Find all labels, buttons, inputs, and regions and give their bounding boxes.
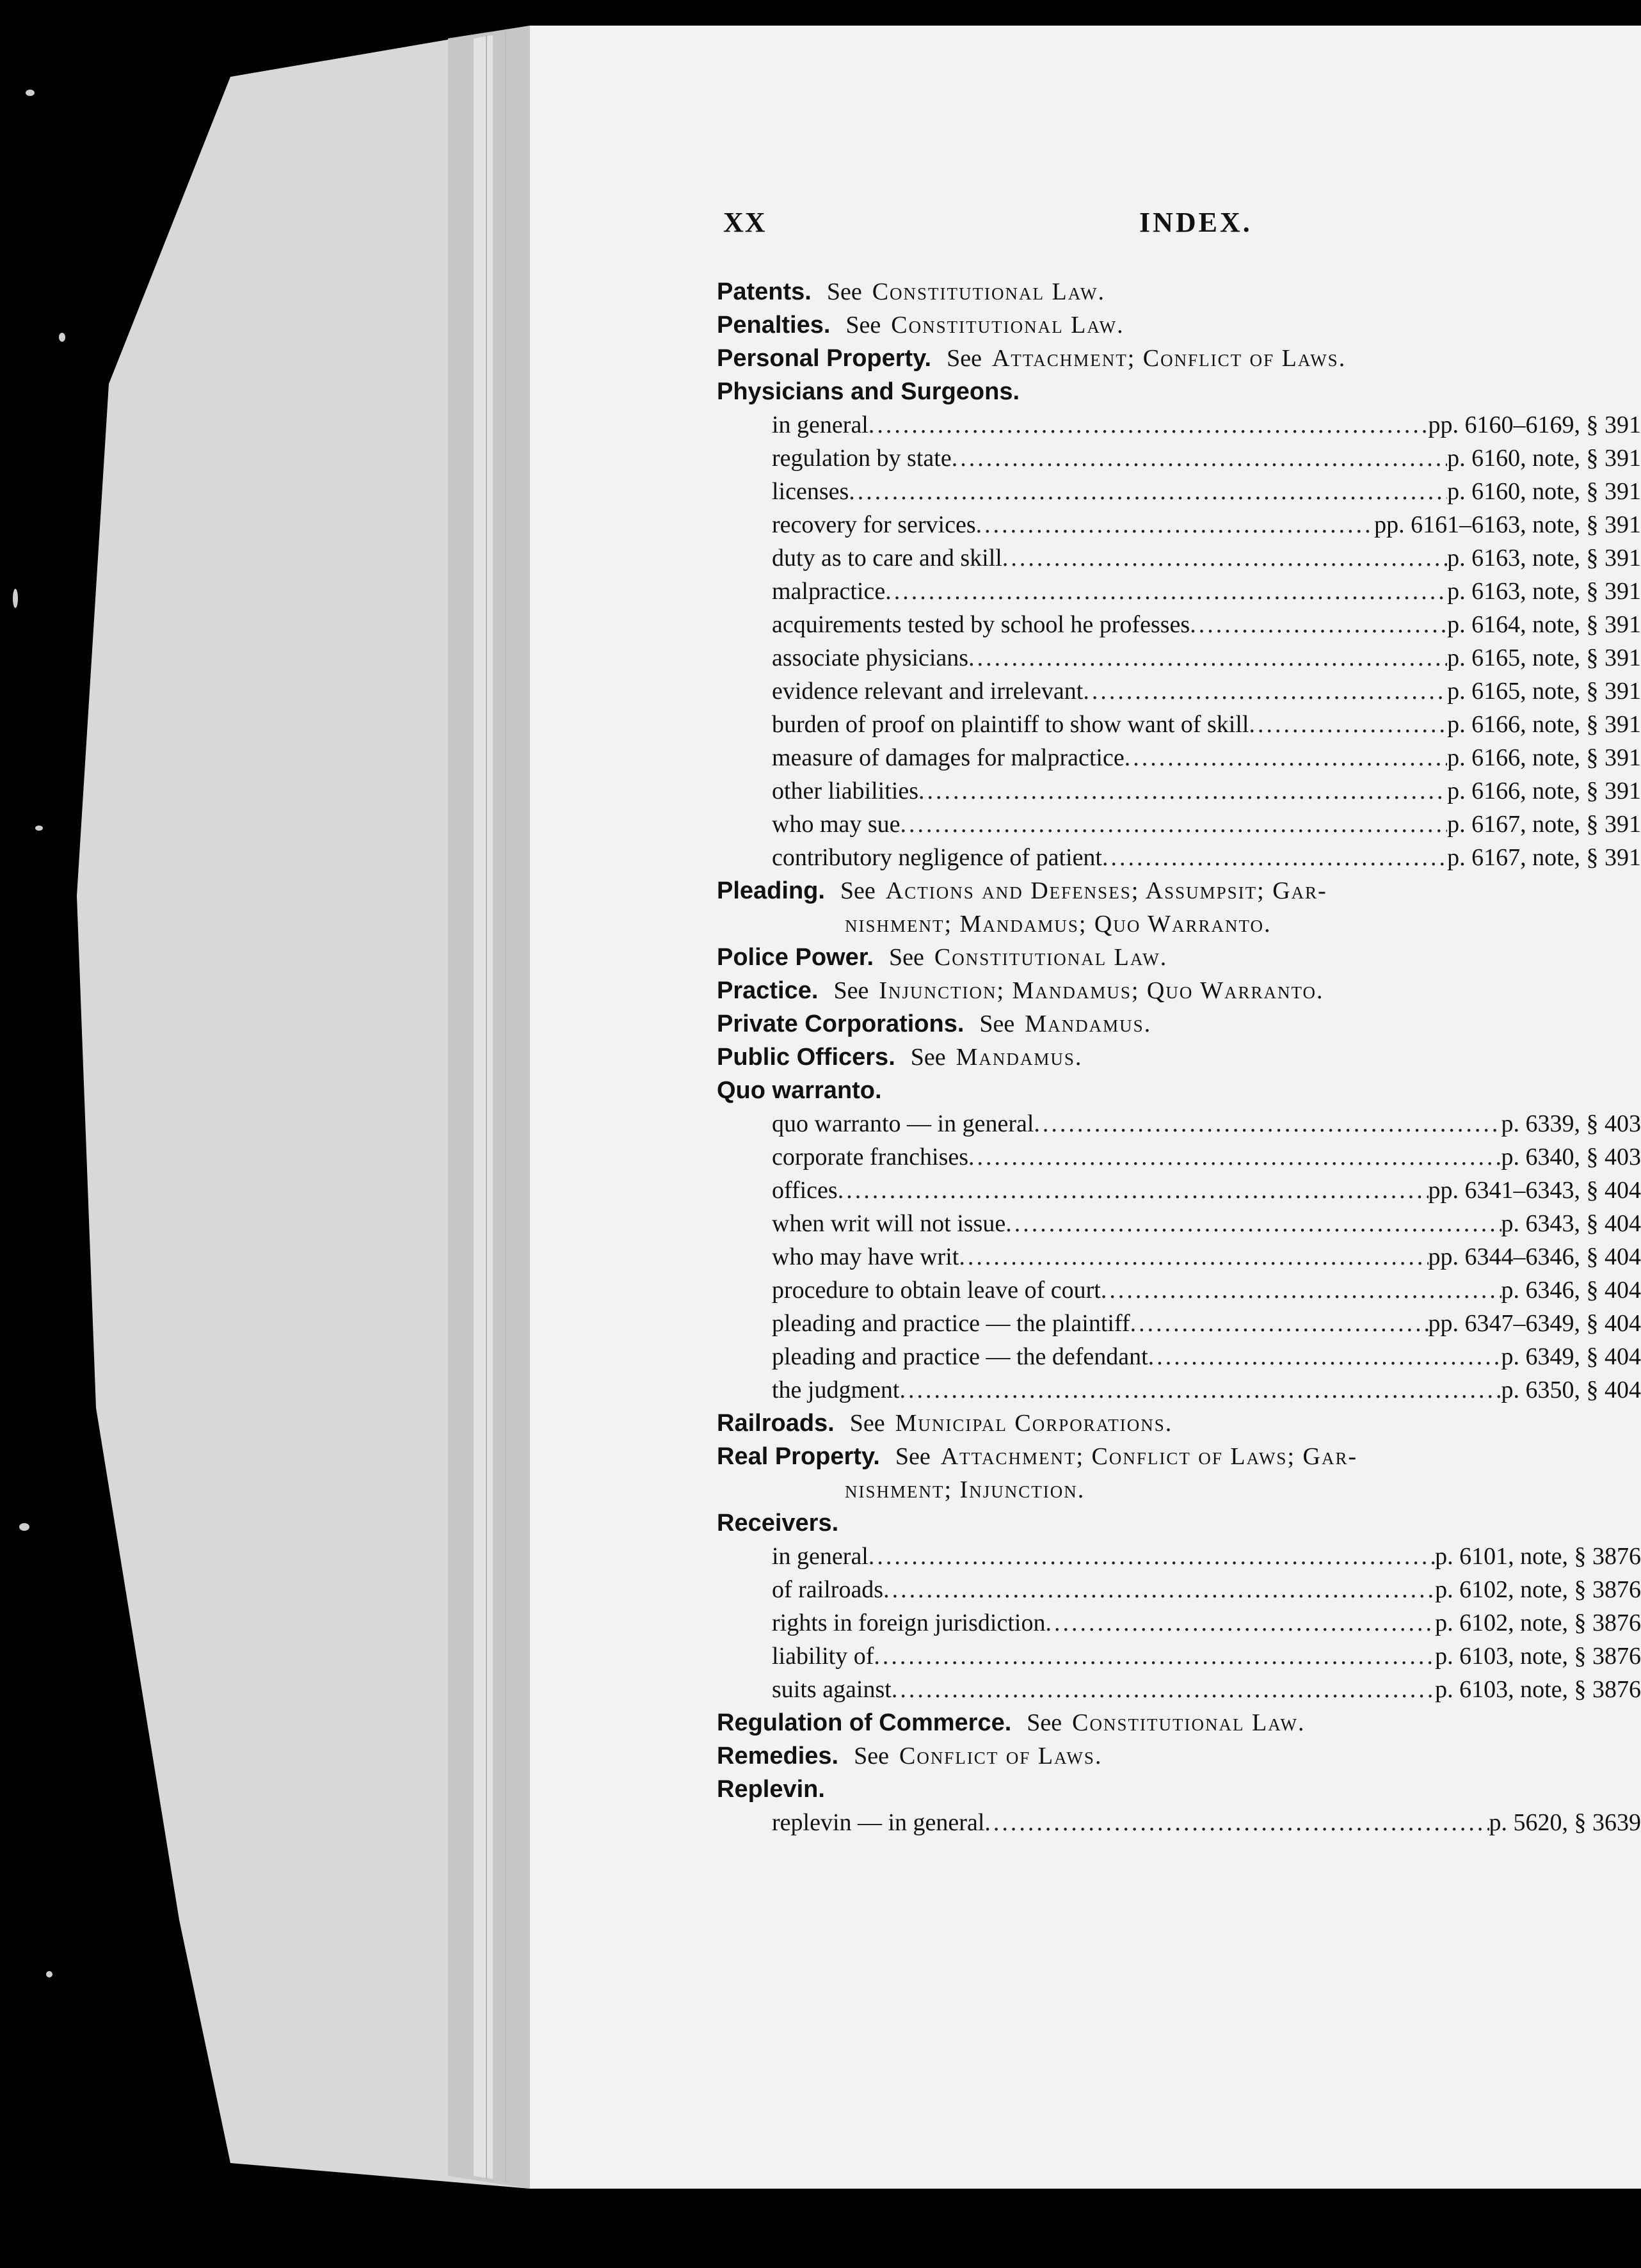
page-reference: p. 6339, § 403	[1501, 1110, 1641, 1137]
dot-leader	[984, 1806, 1489, 1839]
index-heading-entry	[717, 1773, 1641, 1806]
index-subentry	[717, 475, 1641, 508]
subentry-label: recovery for services	[772, 511, 976, 538]
index-heading-entry	[717, 941, 1641, 974]
cross-reference: nishment; Mandamus; Quo Warranto.	[845, 911, 1272, 938]
index-subentry	[717, 675, 1641, 708]
index-subentry	[717, 1240, 1641, 1274]
cross-reference: Conflict of Laws.	[899, 1743, 1103, 1769]
index-heading-entry	[717, 1007, 1641, 1041]
index-heading-entry	[717, 974, 1641, 1007]
index-heading-entry	[717, 1440, 1641, 1473]
page-reference: p. 6160, note, § 391	[1447, 445, 1641, 472]
page-reference: p. 6164, note, § 391	[1447, 611, 1641, 638]
index-heading-entry	[717, 342, 1641, 375]
dot-leader	[1083, 675, 1447, 708]
see-label: See	[826, 278, 862, 305]
dot-leader	[874, 1640, 1435, 1673]
page-reference: pp. 6160–6169, § 391	[1428, 411, 1641, 438]
index-subentry	[717, 1207, 1641, 1240]
subentry-label: licenses	[772, 478, 849, 505]
dot-leader	[918, 774, 1447, 808]
cross-reference: Constitutional Law.	[934, 944, 1168, 971]
page-title: INDEX.	[1139, 207, 1253, 238]
entry-term: Personal Property.	[717, 345, 932, 372]
index-subentry	[717, 641, 1641, 675]
dot-leader	[976, 508, 1374, 541]
page-reference: p. 6163, note, § 391	[1447, 578, 1641, 605]
subentry-label: corporate franchises	[772, 1144, 969, 1170]
cross-reference-continuation	[717, 907, 1641, 941]
page-reference: p. 6349, § 404	[1501, 1343, 1641, 1370]
page-reference: p. 6167, note, § 391	[1447, 811, 1641, 838]
entry-term: Receivers.	[717, 1510, 839, 1537]
index-heading-entry	[717, 1739, 1641, 1773]
index-subentry	[717, 1340, 1641, 1373]
entry-term: Railroads.	[717, 1410, 835, 1437]
subentry-label: offices	[772, 1177, 838, 1204]
entry-term: Physicians and Surgeons.	[717, 378, 1020, 405]
dot-leader	[1005, 1207, 1501, 1240]
dot-leader	[959, 1240, 1428, 1274]
index-subentry	[717, 808, 1641, 841]
index-subentry	[717, 1274, 1641, 1307]
scan-speck	[35, 826, 43, 831]
entry-term: Quo warranto.	[717, 1077, 882, 1104]
page-reference: p. 6166, note, § 391	[1447, 744, 1641, 771]
cross-reference: Constitutional Law.	[891, 312, 1125, 339]
page-reference: p. 6102, note, § 3876	[1435, 1609, 1641, 1636]
subentry-label: contributory negligence of patient	[772, 844, 1102, 871]
subentry-label: who may have writ	[772, 1243, 959, 1270]
see-label: See	[840, 877, 876, 904]
index-subentry	[717, 1606, 1641, 1640]
index-heading-entry	[717, 1074, 1641, 1107]
index-subentry	[717, 575, 1641, 608]
index-entries	[717, 275, 1641, 1839]
see-label: See	[833, 977, 869, 1004]
cross-reference: Constitutional Law.	[1072, 1709, 1306, 1736]
dot-leader	[1249, 708, 1447, 741]
dot-leader	[1130, 1307, 1429, 1340]
index-subentry	[717, 841, 1641, 874]
cross-reference: Attachment; Conflict of Laws.	[991, 345, 1347, 372]
page-reference: p. 5620, § 3639	[1489, 1809, 1641, 1836]
cross-reference: Constitutional Law.	[872, 278, 1106, 305]
subentry-label: when writ will not issue	[772, 1210, 1006, 1237]
page-reference: p. 6101, note, § 3876	[1435, 1543, 1641, 1570]
subentry-label: quo warranto — in general	[772, 1110, 1034, 1137]
index-subentry	[717, 442, 1641, 475]
see-label: See	[910, 1044, 946, 1071]
page-reference: p. 6165, note, § 391	[1447, 678, 1641, 705]
cross-reference: Mandamus.	[1025, 1010, 1152, 1037]
subentry-label: suits against	[772, 1676, 892, 1703]
entry-term: Replevin.	[717, 1776, 825, 1803]
index-subentry	[717, 541, 1641, 575]
see-label: See	[854, 1743, 889, 1769]
see-label: See	[979, 1010, 1015, 1037]
subentry-label: other liabilities	[772, 778, 919, 804]
scan-speck	[59, 333, 65, 342]
subentry-label: acquirements tested by school he professes	[772, 611, 1190, 638]
index-subentry	[717, 1107, 1641, 1140]
subentry-label: measure of damages for malpractice	[772, 744, 1125, 771]
index-subentry	[717, 508, 1641, 541]
page-reference: p. 6103, note, § 3876	[1435, 1676, 1641, 1703]
see-label: See	[849, 1410, 885, 1437]
page-reference: pp. 6347–6349, § 404	[1428, 1310, 1641, 1337]
cross-reference: Actions and Defenses; Assumpsit; Gar-	[885, 877, 1327, 904]
subentry-label: liability of	[772, 1643, 874, 1670]
see-label: See	[947, 345, 982, 372]
dot-leader	[1034, 1107, 1501, 1140]
page-reference: p. 6160, note, § 391	[1447, 478, 1641, 505]
subentry-label: evidence relevant and irrelevant	[772, 678, 1084, 705]
dot-leader	[899, 1373, 1501, 1407]
page-reference: p. 6103, note, § 3876	[1435, 1643, 1641, 1670]
cross-reference: nishment; Injunction.	[845, 1476, 1085, 1503]
dot-leader	[1045, 1606, 1435, 1640]
entry-term: Practice.	[717, 977, 819, 1004]
subentry-label: the judgment	[772, 1377, 900, 1403]
index-heading-entry	[717, 1706, 1641, 1739]
entry-term: Public Officers.	[717, 1044, 895, 1071]
entry-term: Penalties.	[717, 312, 831, 339]
entry-term: Remedies.	[717, 1743, 839, 1769]
dot-leader	[901, 808, 1448, 841]
subentry-label: malpractice	[772, 578, 886, 605]
subentry-label: duty as to care and skill	[772, 545, 1002, 571]
page-reference: p. 6166, note, § 391	[1447, 778, 1641, 804]
dot-leader	[885, 575, 1447, 608]
page-reference: pp. 6161–6163, note, § 391	[1374, 511, 1641, 538]
index-subentry	[717, 1673, 1641, 1706]
entry-term: Patents.	[717, 278, 812, 305]
see-label: See	[845, 312, 881, 339]
dot-leader	[849, 475, 1447, 508]
index-subentry	[717, 408, 1641, 442]
index-heading-entry	[717, 375, 1641, 408]
subentry-label: of railroads	[772, 1576, 884, 1603]
entry-term: Real Property.	[717, 1443, 880, 1470]
page-reference: p. 6102, note, § 3876	[1435, 1576, 1641, 1603]
cross-reference-continuation	[717, 1473, 1641, 1506]
index-subentry	[717, 608, 1641, 641]
entry-term: Police Power.	[717, 944, 874, 971]
dot-leader	[869, 408, 1429, 442]
subentry-label: who may sue	[772, 811, 901, 838]
see-label: See	[889, 944, 924, 971]
scan-speck	[46, 1971, 52, 1977]
cross-reference: Municipal Corporations.	[895, 1410, 1173, 1437]
subentry-label: burden of proof on plaintiff to show want of skill	[772, 711, 1249, 738]
page-folio: XX	[723, 207, 767, 238]
dot-leader	[869, 1540, 1435, 1573]
index-subentry	[717, 1174, 1641, 1207]
index-subentry	[717, 1640, 1641, 1673]
cross-reference: Mandamus.	[956, 1044, 1083, 1071]
cross-reference: Injunction; Mandamus; Quo Warranto.	[879, 977, 1324, 1004]
dot-leader	[1102, 841, 1447, 874]
index-subentry	[717, 1140, 1641, 1174]
entry-term: Regulation of Commerce.	[717, 1709, 1012, 1736]
index-subentry	[717, 1373, 1641, 1407]
see-label: See	[895, 1443, 931, 1470]
dot-leader	[952, 442, 1447, 475]
subentry-label: procedure to obtain leave of court	[772, 1277, 1101, 1304]
entry-term: Pleading.	[717, 877, 825, 904]
index-subentry	[717, 774, 1641, 808]
index-subentry	[717, 708, 1641, 741]
entry-term: Private Corporations.	[717, 1010, 965, 1037]
dot-leader	[883, 1573, 1435, 1606]
subentry-label: replevin — in general	[772, 1809, 985, 1836]
dot-leader	[968, 641, 1447, 675]
dot-leader	[968, 1140, 1501, 1174]
page-reference: p. 6340, § 403	[1501, 1144, 1641, 1170]
scan-speck	[13, 589, 18, 608]
scan-speck	[26, 90, 35, 96]
index-subentry	[717, 1806, 1641, 1839]
subentry-label: pleading and practice — the defendant	[772, 1343, 1148, 1370]
page-reference: pp. 6341–6343, § 404	[1428, 1177, 1641, 1204]
index-heading-entry	[717, 1407, 1641, 1440]
page-reference: p. 6350, § 404	[1501, 1377, 1641, 1403]
subentry-label: in general	[772, 411, 869, 438]
index-subentry	[717, 1307, 1641, 1340]
subentry-label: in general	[772, 1543, 869, 1570]
subentry-label: pleading and practice — the plaintiff	[772, 1310, 1130, 1337]
index-subentry	[717, 1540, 1641, 1573]
subentry-label: associate physicians	[772, 644, 969, 671]
see-label: See	[1027, 1709, 1062, 1736]
subentry-label: regulation by state	[772, 445, 952, 472]
scan-speck	[19, 1523, 29, 1531]
cross-reference: Attachment; Conflict of Laws; Gar-	[940, 1443, 1358, 1470]
dot-leader	[838, 1174, 1429, 1207]
index-subentry	[717, 1573, 1641, 1606]
subentry-label: rights in foreign jurisdiction	[772, 1609, 1046, 1636]
page-reference: p. 6167, note, § 391	[1447, 844, 1641, 871]
index-heading-entry	[717, 308, 1641, 342]
dot-leader	[1002, 541, 1447, 575]
page-reference: p. 6165, note, § 391	[1447, 644, 1641, 671]
page-reference: p. 6166, note, § 391	[1447, 711, 1641, 738]
index-heading-entry	[717, 1506, 1641, 1540]
index-subentry	[717, 741, 1641, 774]
dot-leader	[1125, 741, 1447, 774]
page-reference: p. 6346, § 404	[1501, 1277, 1641, 1304]
dot-leader	[1101, 1274, 1501, 1307]
dot-leader	[1148, 1340, 1501, 1373]
page-reference: p. 6343, § 404	[1501, 1210, 1641, 1237]
index-heading-entry	[717, 1041, 1641, 1074]
page-reference: p. 6163, note, § 391	[1447, 545, 1641, 571]
page-reference: pp. 6344–6346, § 404	[1428, 1243, 1641, 1270]
index-heading-entry	[717, 874, 1641, 907]
dot-leader	[892, 1673, 1435, 1706]
index-heading-entry	[717, 275, 1641, 308]
dot-leader	[1190, 608, 1447, 641]
